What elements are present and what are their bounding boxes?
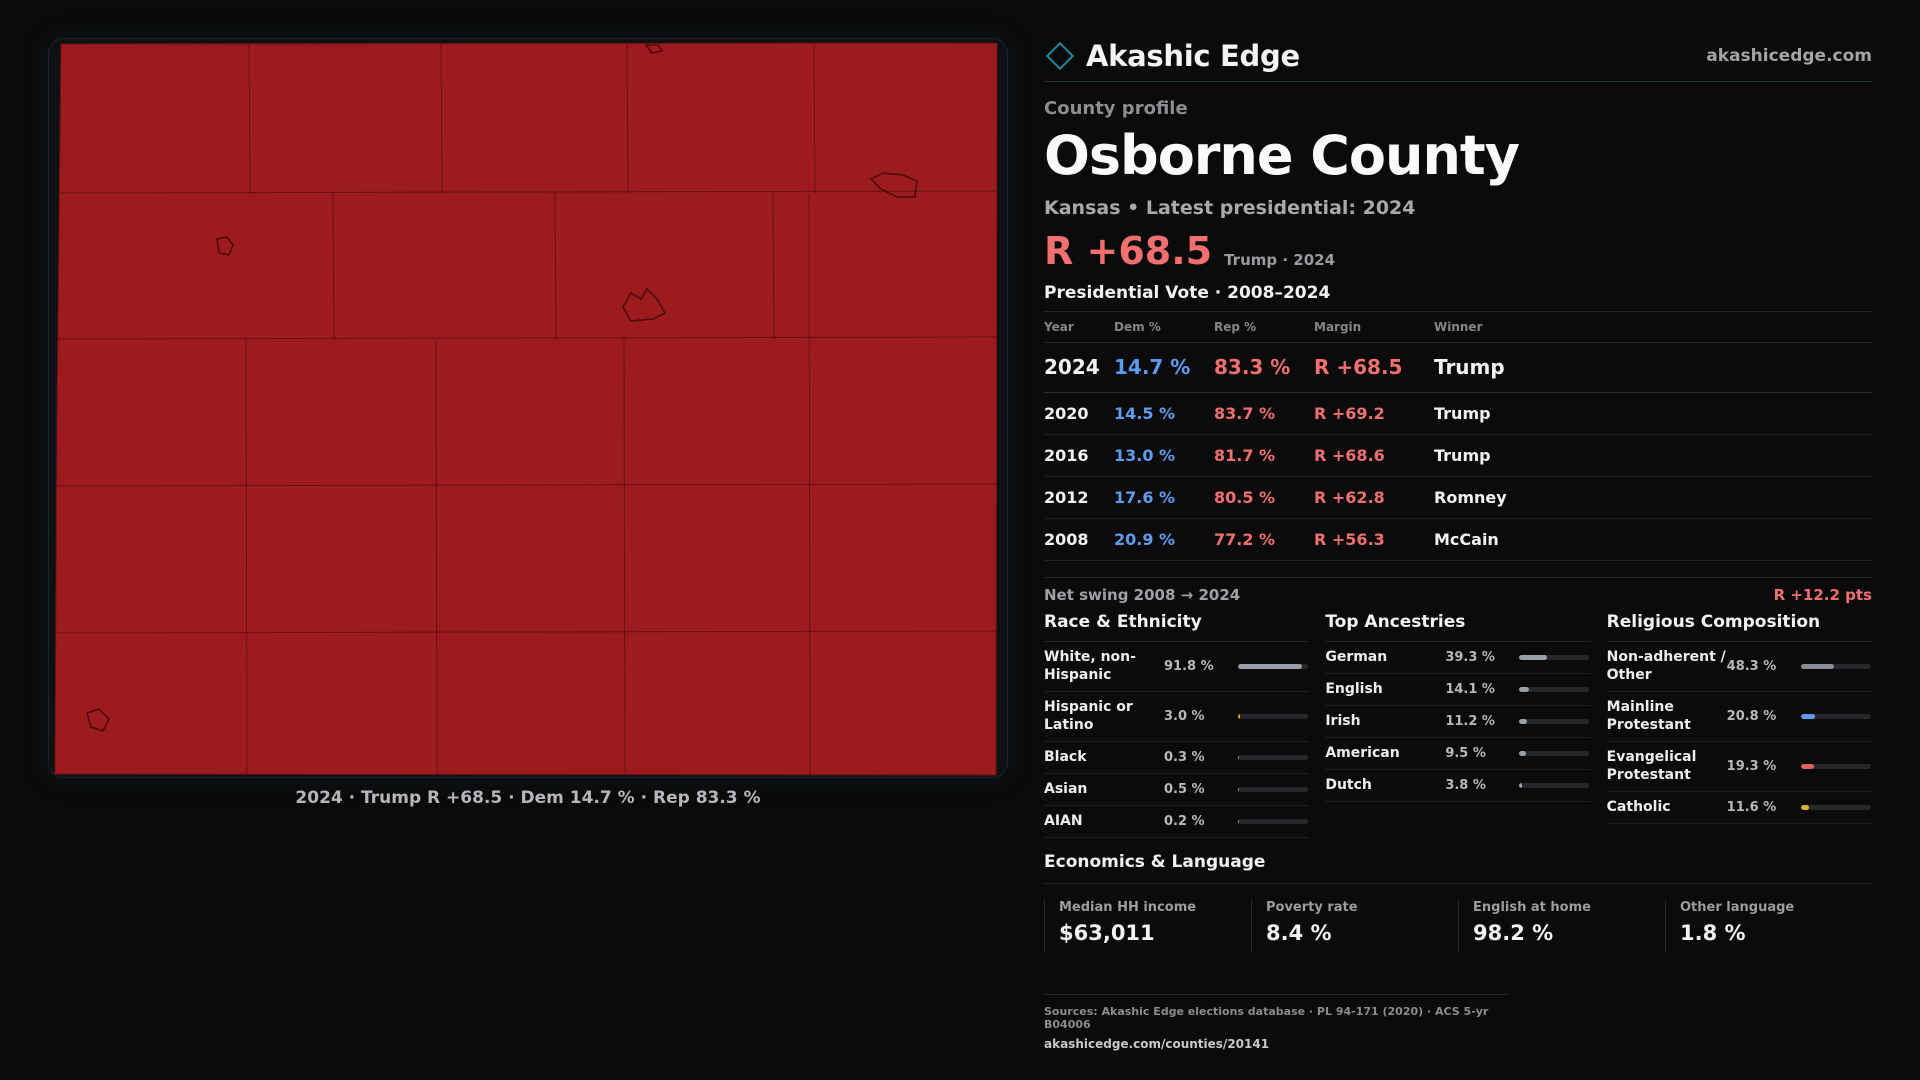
- religion-panel: [1607, 612, 1872, 838]
- stat-bar: [1801, 714, 1871, 719]
- econ-label: Other language: [1680, 899, 1795, 915]
- cell-dem: 14.7 %: [1114, 342, 1214, 392]
- religion-title: Religious Composition: [1607, 612, 1872, 642]
- stat-value: 14.1 %: [1445, 681, 1495, 697]
- cell-margin: R +68.5: [1314, 342, 1434, 392]
- stat-bar: [1238, 755, 1308, 760]
- stat-bar-fill: [1238, 819, 1239, 824]
- stat-label: Hispanic or Latino: [1044, 699, 1133, 733]
- cell-margin: R +56.3: [1314, 518, 1434, 560]
- stat-label: American: [1325, 745, 1400, 761]
- cell-year: 2020: [1044, 392, 1114, 434]
- stat-value: 39.3 %: [1445, 649, 1495, 665]
- cell-rep: 80.5 %: [1214, 476, 1314, 518]
- header-margin: Margin: [1314, 312, 1434, 342]
- stat-bar: [1238, 819, 1308, 824]
- cell-winner: McCain: [1434, 518, 1872, 560]
- stat-label: AIAN: [1044, 813, 1083, 829]
- stat-value: 3.8 %: [1445, 777, 1486, 793]
- stat-bar: [1238, 787, 1308, 792]
- list-item: [1044, 774, 1309, 806]
- race-ethnicity-panel: [1044, 612, 1309, 838]
- list-item: [1044, 642, 1309, 692]
- ancestry-panel: [1325, 612, 1590, 838]
- table-row[interactable]: [1044, 476, 1872, 518]
- list-item: [1325, 706, 1590, 738]
- cell-dem: 13.0 %: [1114, 434, 1214, 476]
- econ-value: 8.4 %: [1266, 920, 1332, 945]
- brand-name: Akashic Edge: [1086, 38, 1300, 73]
- stat-value: 11.6 %: [1726, 799, 1777, 815]
- econ-label: Poverty rate: [1266, 899, 1358, 915]
- econ-stat: [1665, 900, 1872, 952]
- cell-dem: 14.5 %: [1114, 392, 1214, 434]
- list-item: [1044, 806, 1309, 838]
- stat-bar-fill: [1801, 805, 1809, 810]
- stat-bar-fill: [1519, 687, 1529, 692]
- cell-year: 2016: [1044, 434, 1114, 476]
- stat-bar-fill: [1238, 787, 1239, 792]
- cell-rep: 83.7 %: [1214, 392, 1314, 434]
- economics-stats: [1044, 900, 1872, 952]
- stat-bar-fill: [1238, 664, 1302, 669]
- list-item: [1325, 674, 1590, 706]
- list-item: [1044, 742, 1309, 774]
- swing-label: Net swing 2008 → 2024: [1044, 585, 1241, 604]
- vote-table-title: Presidential Vote · 2008–2024: [1044, 283, 1872, 312]
- stat-bar-fill: [1238, 714, 1240, 719]
- stat-bar-fill: [1801, 664, 1835, 669]
- stat-label: German: [1325, 649, 1388, 665]
- stat-bar-fill: [1801, 714, 1816, 719]
- cell-year: 2024: [1044, 342, 1114, 392]
- list-item: [1607, 742, 1872, 792]
- stat-label: Black: [1044, 749, 1087, 765]
- cell-margin: R +69.2: [1314, 392, 1434, 434]
- cell-year: 2008: [1044, 518, 1114, 560]
- list-item: [1607, 692, 1872, 742]
- brand-url-link[interactable]: akashicedge.com: [1706, 45, 1872, 66]
- stat-bar: [1519, 751, 1589, 756]
- stat-label: Catholic: [1606, 799, 1671, 815]
- vote-table: [1044, 312, 1872, 561]
- list-item: [1325, 738, 1590, 770]
- county-map[interactable]: [49, 39, 1009, 779]
- econ-value: 98.2 %: [1473, 920, 1554, 945]
- stat-value: 0.3 %: [1164, 749, 1205, 765]
- list-item: [1607, 642, 1872, 692]
- stat-bar: [1801, 664, 1871, 669]
- list-item: [1607, 792, 1872, 824]
- list-item: [1325, 642, 1590, 674]
- stat-label: Non-adherent / Other: [1606, 649, 1726, 683]
- stat-bar-fill: [1519, 751, 1526, 756]
- cell-margin: R +62.8: [1314, 476, 1434, 518]
- econ-stat: [1251, 900, 1458, 952]
- stat-label: White, non-Hispanic: [1044, 649, 1136, 683]
- diamond-logo-icon: [1046, 41, 1074, 69]
- cell-rep: 77.2 %: [1214, 518, 1314, 560]
- table-row[interactable]: [1044, 518, 1872, 560]
- stat-bar: [1801, 805, 1871, 810]
- swing-value: R +12.2 pts: [1773, 585, 1872, 604]
- headline-result: [1044, 229, 1872, 273]
- cell-year: 2012: [1044, 476, 1114, 518]
- stat-bar: [1238, 714, 1308, 719]
- header-year: Year: [1044, 312, 1114, 342]
- stat-bar-fill: [1238, 755, 1239, 760]
- cell-dem: 17.6 %: [1114, 476, 1214, 518]
- stat-label: Dutch: [1325, 777, 1372, 793]
- econ-label: Median HH income: [1059, 899, 1197, 915]
- net-swing: [1044, 577, 1872, 604]
- stat-bar-fill: [1801, 764, 1815, 769]
- stat-value: 19.3 %: [1726, 758, 1777, 774]
- economics-title: Economics & Language: [1044, 852, 1872, 884]
- vote-table-header: [1044, 312, 1872, 342]
- stat-bar: [1519, 655, 1589, 660]
- cell-rep: 81.7 %: [1214, 434, 1314, 476]
- headline-note: Trump · 2024: [1224, 251, 1336, 269]
- stat-value: 20.8 %: [1726, 708, 1777, 724]
- demographics-columns: [1044, 612, 1872, 838]
- page-subtitle: Kansas • Latest presidential: 2024: [1044, 197, 1416, 219]
- sources-footer: [1044, 994, 1508, 1051]
- header-dem: Dem %: [1114, 312, 1214, 342]
- econ-value: 1.8 %: [1680, 920, 1746, 945]
- econ-stat: [1044, 900, 1251, 952]
- stat-bar: [1801, 764, 1871, 769]
- header-rep: Rep %: [1214, 312, 1314, 342]
- county-map-frame: [48, 38, 1008, 778]
- cell-winner: Trump: [1434, 342, 1872, 392]
- stat-value: 9.5 %: [1445, 745, 1486, 761]
- stat-value: 91.8 %: [1164, 658, 1214, 674]
- econ-value: $63,011: [1059, 920, 1155, 945]
- table-row[interactable]: [1044, 392, 1872, 434]
- stat-bar-fill: [1519, 783, 1522, 788]
- cell-margin: R +68.6: [1314, 434, 1434, 476]
- profile-panel: [1044, 30, 1872, 952]
- cell-winner: Trump: [1434, 434, 1872, 476]
- stat-label: Evangelical Protestant: [1606, 749, 1697, 783]
- ancestry-title: Top Ancestries: [1325, 612, 1590, 642]
- race-title: Race & Ethnicity: [1044, 612, 1309, 642]
- stat-value: 3.0 %: [1164, 708, 1205, 724]
- stat-label: Mainline Protestant: [1606, 699, 1691, 733]
- stat-value: 48.3 %: [1726, 658, 1777, 674]
- stat-bar: [1519, 783, 1589, 788]
- stat-bar-fill: [1519, 655, 1547, 660]
- stat-bar: [1238, 664, 1308, 669]
- stat-bar-fill: [1519, 719, 1527, 724]
- stat-value: 11.2 %: [1445, 713, 1495, 729]
- sources-text: Sources: Akashic Edge elections database · PL 94-171 (2020) · ACS 5-yr B04006: [1044, 1005, 1489, 1031]
- county-shape: [55, 43, 997, 775]
- stat-bar: [1519, 687, 1589, 692]
- brand-header: [1044, 30, 1872, 82]
- header-winner: Winner: [1434, 312, 1872, 342]
- stat-label: Irish: [1325, 713, 1361, 729]
- table-row[interactable]: [1044, 342, 1872, 392]
- stat-value: 0.5 %: [1164, 781, 1205, 797]
- table-row[interactable]: [1044, 434, 1872, 476]
- list-item: [1044, 692, 1309, 742]
- stat-value: 0.2 %: [1164, 813, 1205, 829]
- econ-label: English at home: [1473, 899, 1591, 915]
- sources-url-link[interactable]: akashicedge.com/counties/20141: [1044, 1037, 1270, 1051]
- cell-rep: 83.3 %: [1214, 342, 1314, 392]
- page-title: Osborne County: [1044, 124, 1519, 187]
- section-label: County profile: [1044, 98, 1188, 119]
- list-item: [1325, 770, 1590, 802]
- cell-winner: Trump: [1434, 392, 1872, 434]
- map-caption: 2024 · Trump R +68.5 · Dem 14.7 % · Rep 83.3 %: [295, 788, 761, 808]
- econ-stat: [1458, 900, 1665, 952]
- cell-dem: 20.9 %: [1114, 518, 1214, 560]
- stat-label: English: [1325, 681, 1383, 697]
- cell-winner: Romney: [1434, 476, 1872, 518]
- headline-margin: R +68.5: [1044, 229, 1213, 273]
- stat-label: Asian: [1044, 781, 1088, 797]
- stat-bar: [1519, 719, 1589, 724]
- brand[interactable]: [1044, 39, 1300, 73]
